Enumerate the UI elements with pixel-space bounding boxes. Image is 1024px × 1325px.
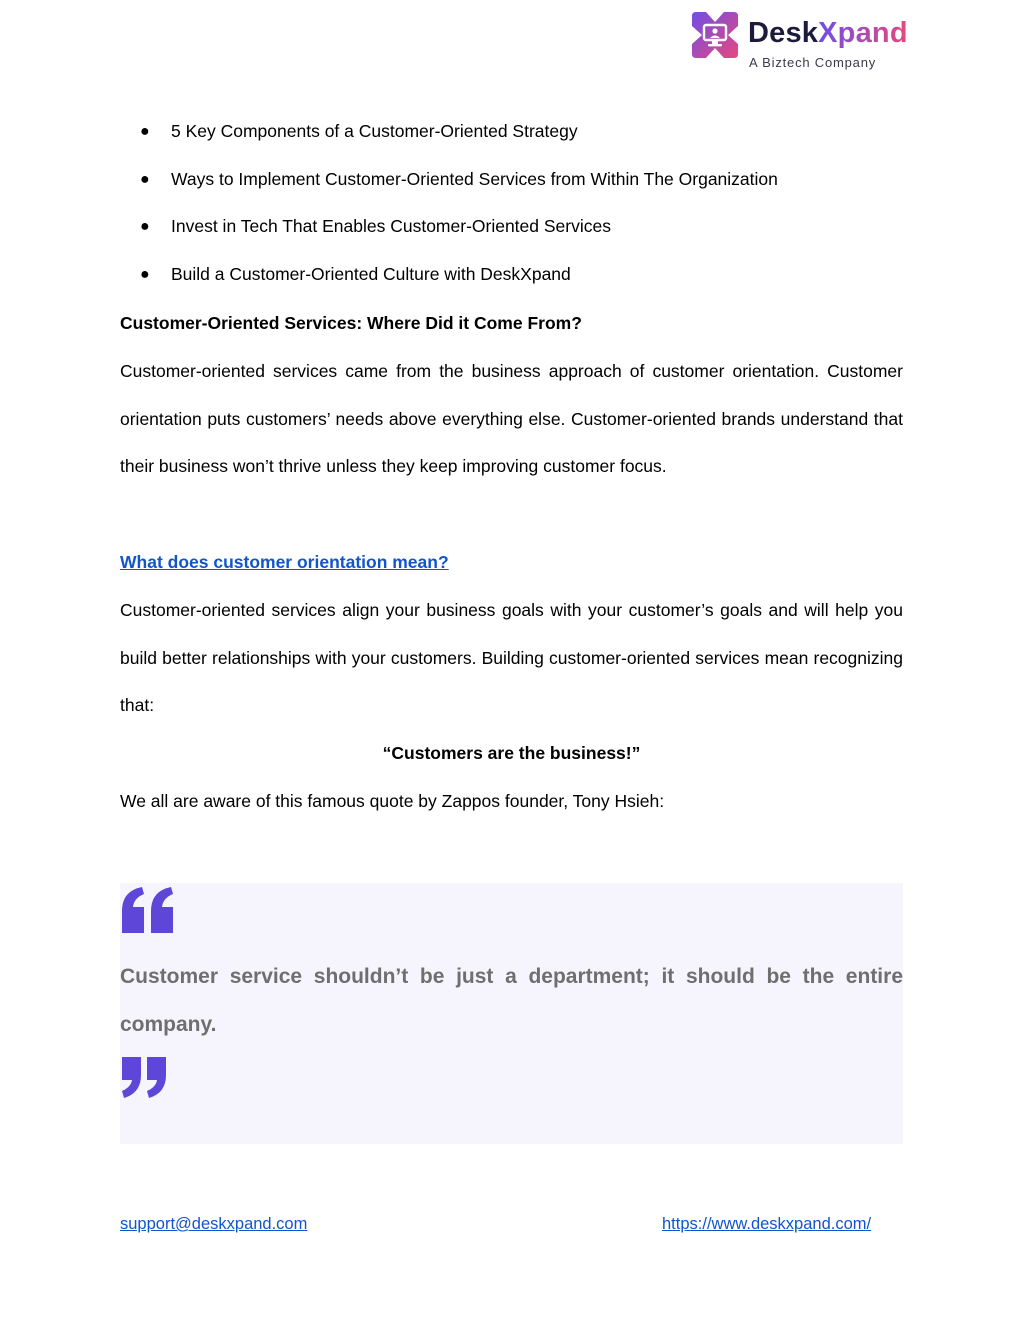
logo-tagline: A Biztech Company	[749, 55, 877, 70]
open-quote-icon	[120, 885, 176, 935]
list-item-text: 5 Key Components of a Customer-Oriented Strategy	[171, 121, 578, 141]
centered-quote: “Customers are the business!”	[382, 743, 641, 763]
website-link[interactable]: https://www.deskxpand.com/	[662, 1215, 872, 1233]
quote-intro-paragraph: We all are aware of this famous quote by Zappos founder, Tony Hsieh:	[120, 791, 665, 811]
list-item	[120, 203, 903, 251]
section-heading: Customer-Oriented Services: Where Did it Come From?	[120, 313, 582, 333]
list-item	[120, 156, 903, 204]
list-item	[120, 108, 903, 156]
list-item-text: Invest in Tech That Enables Customer-Oriented Services	[171, 216, 611, 237]
list-item	[120, 251, 903, 299]
definition-paragraph: Customer-oriented services align your business goals with your customer’s goals and will help you build better relationships with your customers. Building customer-oriented services mean recognizing that:	[120, 600, 903, 716]
bullet-icon: ●	[140, 170, 150, 188]
logo-word-desk: Desk	[748, 17, 819, 49]
topics-list	[120, 108, 903, 299]
support-email-link[interactable]: support@deskxpand.com	[120, 1215, 308, 1233]
deskxpand-logo	[690, 10, 908, 72]
customer-orientation-link[interactable]: What does customer orientation mean?	[120, 552, 449, 572]
blockquote-box	[120, 883, 903, 1144]
list-item-text: Ways to Implement Customer-Oriented Services from Within The Organization	[171, 168, 778, 189]
list-item-text: Build a Customer-Oriented Culture with DeskXpand	[171, 264, 571, 285]
deskxpand-logo-icon	[690, 10, 740, 60]
logo-word-xpand: Xpand	[818, 17, 908, 49]
bullet-icon: ●	[140, 218, 150, 236]
logo-wordmark	[748, 16, 908, 50]
blockquote-text: Customer service shouldn’t be just a department; it should be the entire company.	[120, 965, 903, 1036]
bullet-icon: ●	[140, 266, 150, 284]
bullet-icon: ●	[140, 123, 150, 140]
intro-paragraph: Customer-oriented services came from the business approach of customer orientation. Customer orientation puts customers’ needs above everything else. Customer-oriented brands understand that their business won’t thrive unless they keep improving customer focus.	[120, 361, 903, 477]
close-quote-icon	[120, 1055, 170, 1101]
